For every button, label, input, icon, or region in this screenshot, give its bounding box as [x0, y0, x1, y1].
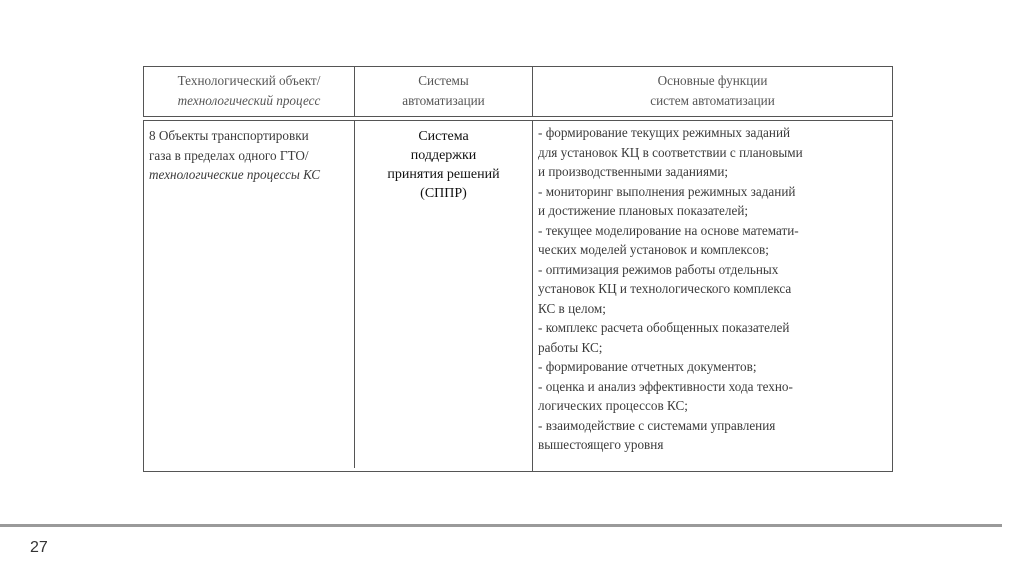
- function-line: - формирование отчетных документов;: [538, 359, 757, 374]
- function-line: - оценка и анализ эффективности хода техно-: [538, 378, 793, 394]
- table-row: [143, 120, 893, 472]
- system-line-2: поддержки: [410, 148, 477, 163]
- system-line-4: (СППР): [420, 186, 467, 201]
- function-line: - мониторинг выполнения режимных заданий: [538, 183, 796, 199]
- system-line-1: Система: [418, 129, 469, 144]
- page-number: 27: [30, 539, 48, 556]
- object-line-3: технологические процессы КС: [149, 167, 321, 182]
- header-systems: [355, 66, 533, 117]
- function-line: и достижение плановых показателей;: [538, 203, 749, 218]
- object-line-1: 8 Объекты транспортировки: [149, 128, 309, 143]
- header-object-line-1: Технологический объект/: [177, 73, 321, 88]
- function-line: вышестоящего уровня: [538, 437, 664, 452]
- automation-table: [143, 66, 893, 472]
- header-systems-line-2: автоматизации: [402, 92, 485, 108]
- object-line-2: газа в пределах одного ГТО/: [149, 147, 309, 163]
- table-header-row: [143, 66, 893, 117]
- function-line: работы КС;: [538, 339, 603, 355]
- function-line: КС в целом;: [538, 300, 606, 316]
- header-functions: [533, 66, 893, 117]
- function-line: - формирование текущих режимных заданий: [538, 125, 791, 140]
- function-line: - текущее моделирование на основе математи-: [538, 222, 799, 238]
- header-object-line-2: технологический процесс: [177, 92, 321, 108]
- cell-functions: [533, 120, 893, 472]
- function-line: для установок КЦ в соответствии с плановыми: [538, 144, 803, 160]
- header-functions-line-1: Основные функции: [657, 73, 768, 88]
- function-line: ческих моделей установок и комплексов;: [538, 242, 769, 257]
- footer-divider: [0, 524, 1002, 527]
- function-line: логических процессов КС;: [538, 398, 688, 413]
- header-functions-line-2: систем автоматизации: [650, 92, 775, 108]
- function-line: и производственными заданиями;: [538, 164, 729, 179]
- function-line: - взаимодействие с системами управления: [538, 417, 776, 433]
- cell-system: [355, 120, 533, 472]
- function-line: - оптимизация режимов работы отдельных: [538, 261, 779, 277]
- system-line-3: принятия решений: [387, 167, 500, 182]
- function-line: - комплекс расчета обобщенных показателей: [538, 320, 790, 335]
- header-object: [143, 66, 355, 117]
- header-systems-line-1: Системы: [418, 73, 469, 88]
- function-line: установок КЦ и технологического комплекса: [538, 281, 792, 296]
- cell-object: [143, 120, 355, 472]
